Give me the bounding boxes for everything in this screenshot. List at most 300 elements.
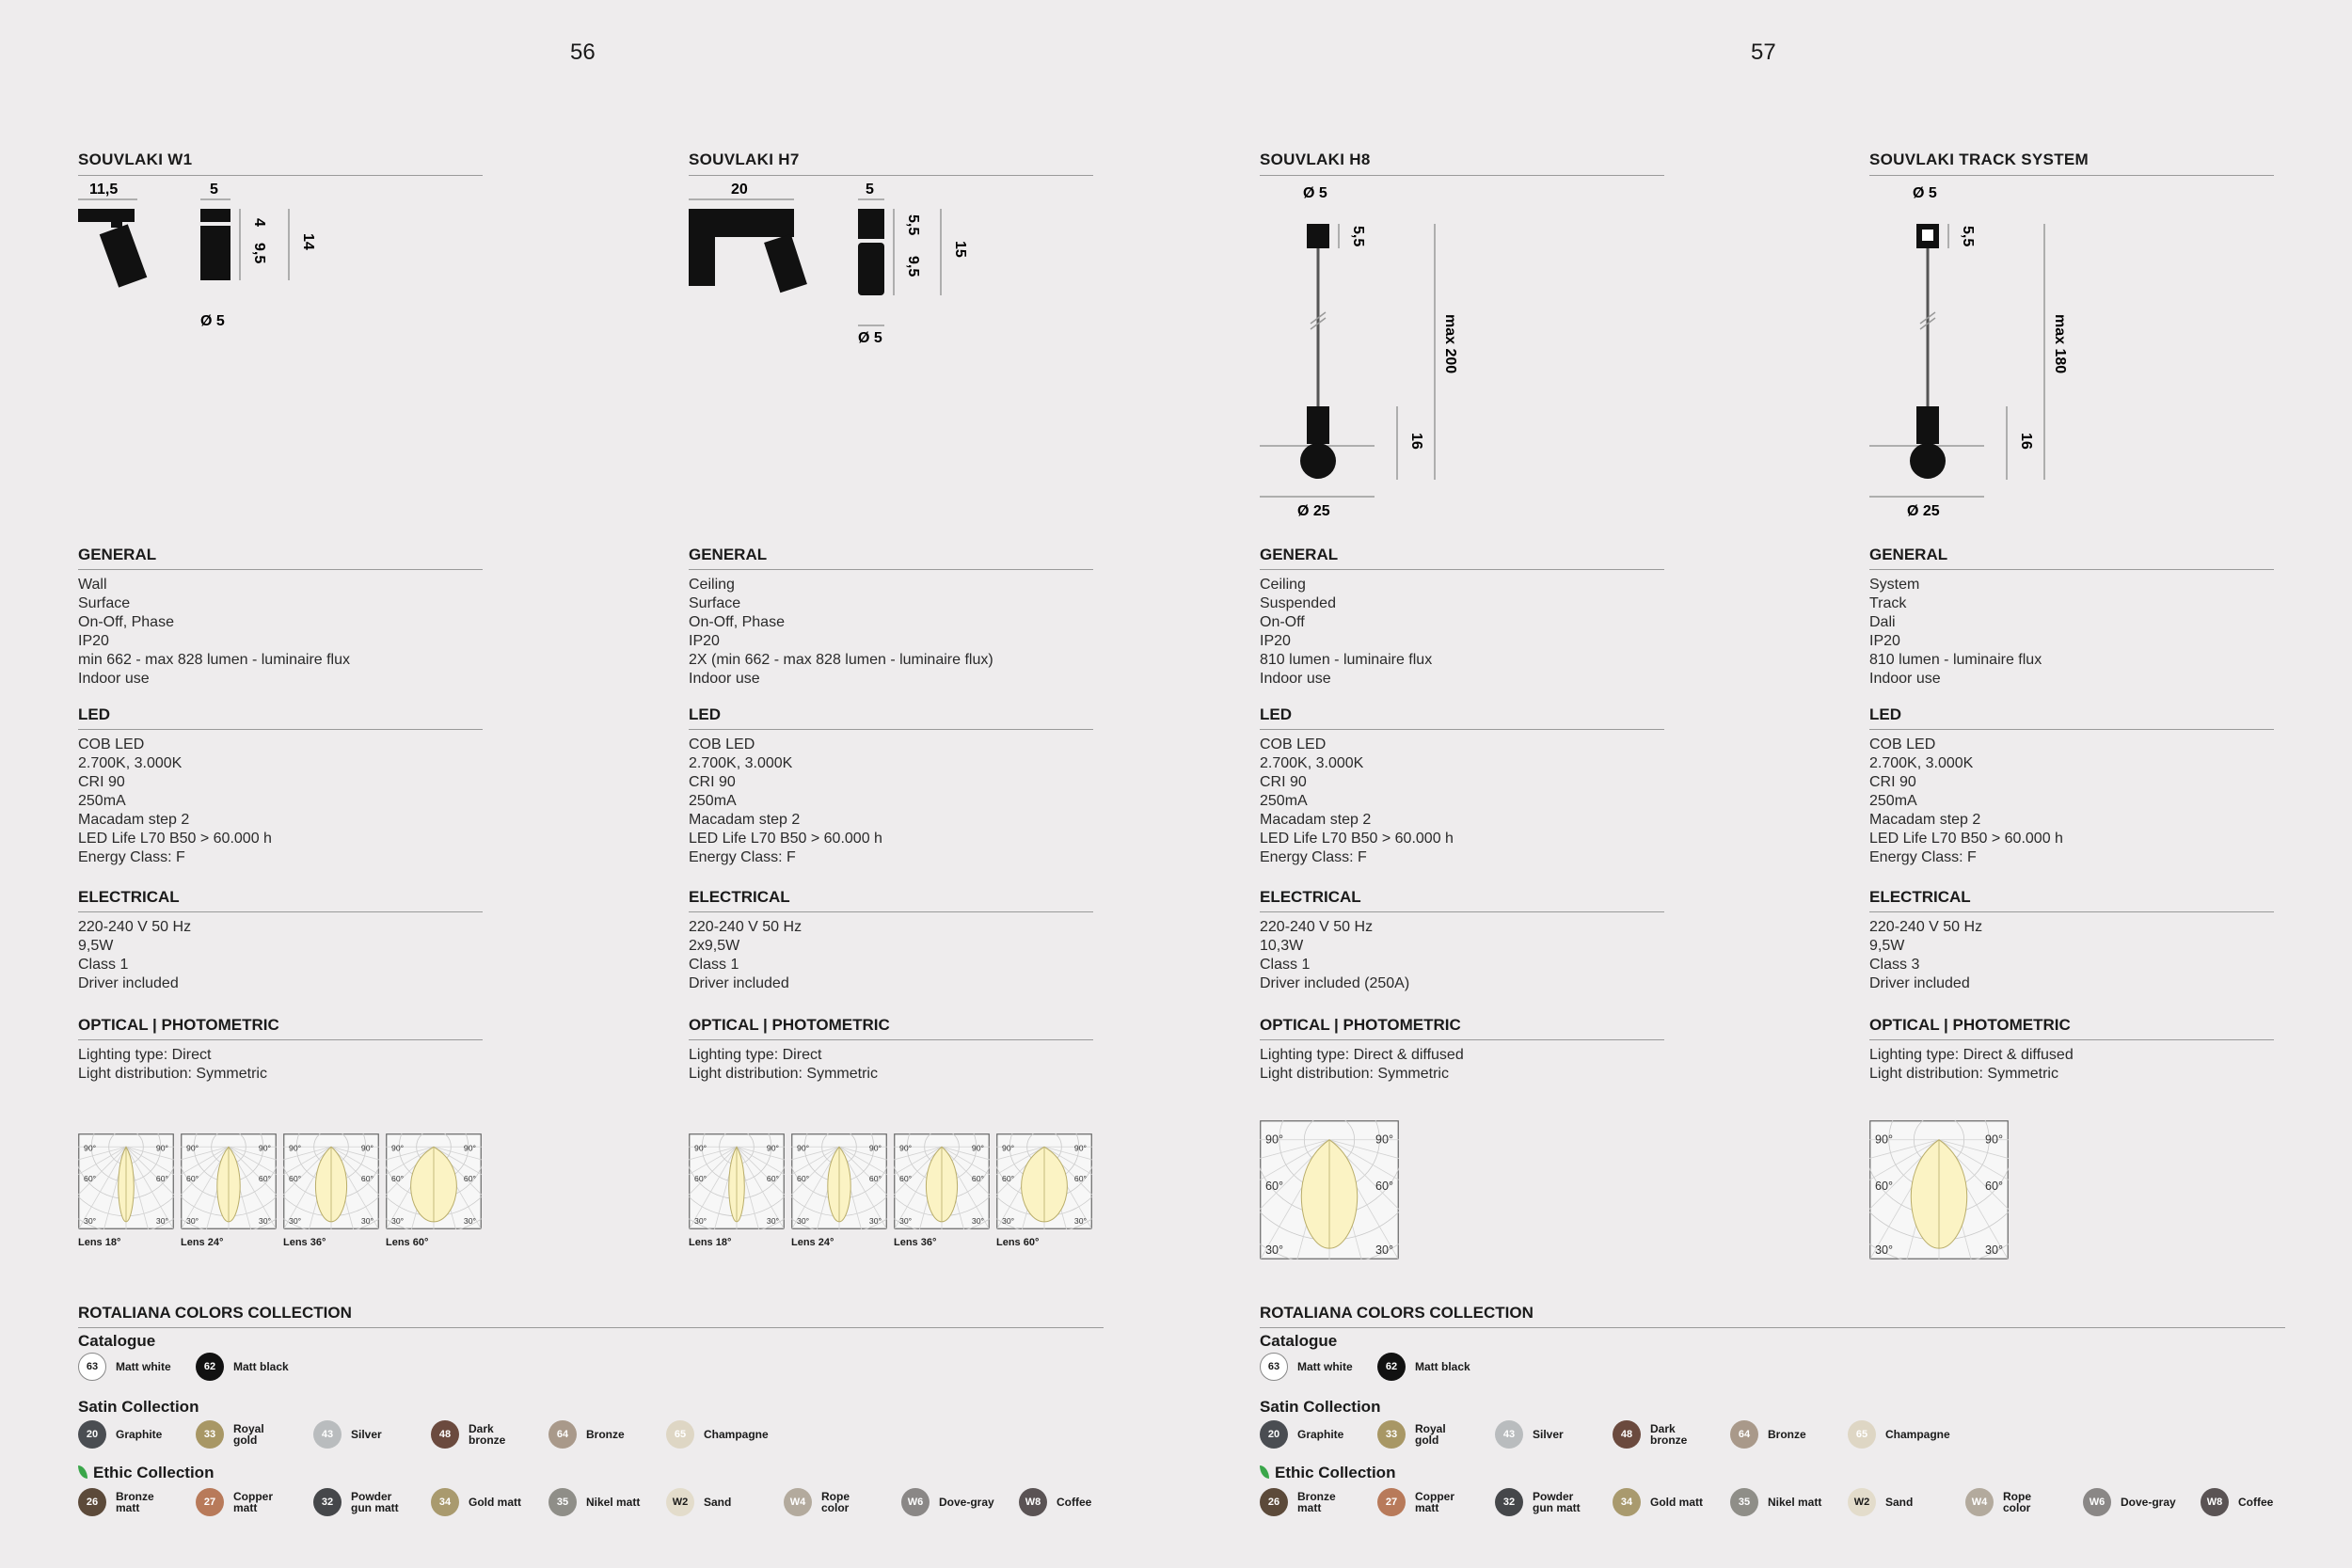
spec-line: 250mA <box>689 793 737 809</box>
spec-line: Ceiling <box>1260 577 1306 593</box>
polar-diagram <box>791 1133 887 1229</box>
electrical-heading: ELECTRICAL <box>1260 888 1664 912</box>
lens-label: Lens 60° <box>386 1237 429 1248</box>
angle-label: 60° <box>360 1174 373 1183</box>
spec-line: Macadam step 2 <box>78 812 190 828</box>
ethic-title <box>78 1464 214 1482</box>
colors-title: ROTALIANA COLORS COLLECTION <box>78 1304 1104 1328</box>
lens-label: Lens 24° <box>181 1237 224 1248</box>
swatch-label: Matt white <box>1297 1360 1353 1373</box>
swatch-label: Silver <box>1533 1428 1564 1441</box>
spec-line: Driver included (250A) <box>1260 975 1410 991</box>
swatch-label: Royal gold <box>1415 1422 1446 1447</box>
angle-label: 60° <box>1875 1180 1894 1193</box>
spec-line: COB LED <box>1869 736 1936 752</box>
spec-line: Indoor use <box>1869 671 1941 687</box>
general-heading: GENERAL <box>78 546 483 570</box>
color-swatch <box>1377 1420 1471 1449</box>
track-technical-drawing <box>1869 181 2152 519</box>
swatch-label: Bronze matt <box>116 1490 154 1514</box>
spec-line: COB LED <box>78 736 145 752</box>
h7-dim-diameter: Ø 5 <box>858 330 882 346</box>
product-title: SOUVLAKI H7 <box>689 150 1093 176</box>
color-swatch <box>196 1420 290 1449</box>
swatch-label: Dove-gray <box>2121 1496 2176 1509</box>
electrical-section <box>689 888 1093 993</box>
h8-dim-head: 5,5 <box>1350 226 1366 247</box>
spec-line: CRI 90 <box>1260 774 1307 790</box>
spec-line: Light distribution: Symmetric <box>1869 1066 2058 1082</box>
angle-label: 60° <box>694 1174 707 1183</box>
spec-line: Macadam step 2 <box>689 812 801 828</box>
spec-line: 250mA <box>1260 793 1308 809</box>
angle-label: 90° <box>694 1143 707 1153</box>
angle-label: 30° <box>868 1216 882 1226</box>
track-dim-top-diameter: Ø 5 <box>1913 185 1937 201</box>
optical-heading: OPTICAL | PHOTOMETRIC <box>1260 1016 1664 1040</box>
color-swatch <box>666 1488 731 1516</box>
polar-diagram <box>894 1133 990 1229</box>
angle-label: 60° <box>868 1174 882 1183</box>
angle-label: 60° <box>391 1174 405 1183</box>
spec-line: Indoor use <box>78 671 150 687</box>
electrical-heading: ELECTRICAL <box>1869 888 2274 912</box>
color-swatch <box>1495 1420 1564 1449</box>
spec-line: Ceiling <box>689 577 735 593</box>
track-dim-diameter: Ø 25 <box>1907 503 1940 519</box>
general-section <box>1260 546 1664 689</box>
angle-label: 60° <box>186 1174 199 1183</box>
spec-line: Indoor use <box>1260 671 1331 687</box>
color-swatch <box>1260 1353 1353 1381</box>
page-number-right: 57 <box>1751 40 1776 65</box>
w1-dim-width: 11,5 <box>89 182 119 198</box>
angle-label: 90° <box>1375 1132 1393 1147</box>
angle-label: 30° <box>1073 1216 1087 1226</box>
angle-label: 30° <box>1984 1243 2003 1257</box>
swatch-label: Bronze matt <box>1297 1490 1336 1514</box>
spec-line: IP20 <box>689 633 720 649</box>
product-track-system <box>1869 150 2274 1270</box>
satin-title: Satin Collection <box>1260 1398 1381 1416</box>
h8-dim-diameter: Ø 25 <box>1297 503 1330 519</box>
optical-section <box>1260 1016 1664 1084</box>
spec-line: Lighting type: Direct <box>689 1047 822 1063</box>
spec-line: Class 3 <box>1869 957 1920 973</box>
spec-line: Driver included <box>689 975 789 991</box>
angle-label: 30° <box>766 1216 779 1226</box>
spec-line: 2.700K, 3.000K <box>78 755 183 771</box>
color-swatch <box>313 1420 382 1449</box>
angle-label: 60° <box>463 1174 476 1183</box>
spec-line: Macadam step 2 <box>1869 812 1981 828</box>
spec-line: On-Off, Phase <box>689 614 785 630</box>
h7-dim-width: 20 <box>731 182 748 198</box>
swatch-dot: W8 <box>2201 1488 2229 1516</box>
swatch-label: Rope color <box>2003 1490 2031 1514</box>
color-swatch <box>78 1353 171 1381</box>
w1-dim-body: 9,5 <box>251 243 267 264</box>
swatch-label: Coffee <box>2238 1496 2274 1509</box>
spec-line: Macadam step 2 <box>1260 812 1372 828</box>
colors-collection-left <box>78 1304 1104 1539</box>
w1-dim-depth: 5 <box>210 182 218 198</box>
h7-technical-drawing <box>689 181 990 359</box>
swatch-label: Sand <box>704 1496 732 1509</box>
h8-dim-shade: 16 <box>1408 433 1424 450</box>
angle-label: 90° <box>84 1143 97 1153</box>
color-swatch <box>1848 1488 1913 1516</box>
angle-label: 60° <box>155 1174 168 1183</box>
swatch-label: Champagne <box>704 1428 769 1441</box>
spec-line: Energy Class: F <box>689 849 796 865</box>
color-swatch <box>1965 1488 2059 1516</box>
color-swatch <box>1730 1420 1806 1449</box>
swatch-label: Bronze <box>586 1428 625 1441</box>
spec-line: Energy Class: F <box>1260 849 1367 865</box>
color-swatch <box>2201 1488 2273 1516</box>
color-swatch <box>1495 1488 1589 1516</box>
swatch-label: Sand <box>1885 1496 1914 1509</box>
angle-label: 90° <box>766 1143 779 1153</box>
swatch-label: Matt black <box>1415 1360 1470 1373</box>
led-heading: LED <box>1869 705 2274 730</box>
color-swatch <box>1377 1488 1471 1516</box>
spec-line: Class 1 <box>78 957 129 973</box>
photometric-lens-18 <box>78 1133 174 1248</box>
angle-label: 30° <box>1375 1243 1393 1257</box>
electrical-section <box>78 888 483 993</box>
page-number-left: 56 <box>570 40 596 65</box>
h7-dim-depth: 5 <box>866 182 874 198</box>
angle-label: 90° <box>868 1143 882 1153</box>
spec-line: 2x9,5W <box>689 938 740 954</box>
spec-line: 250mA <box>1869 793 1917 809</box>
lens-label: Lens 36° <box>283 1237 326 1248</box>
leaf-icon <box>1260 1465 1269 1479</box>
polar-diagram <box>996 1133 1092 1229</box>
photometric-lens-60 <box>386 1133 482 1248</box>
swatch-label: Silver <box>351 1428 382 1441</box>
color-swatch <box>1260 1488 1354 1516</box>
angle-label: 30° <box>694 1216 707 1226</box>
spec-line: 2X (min 662 - max 828 lumen - luminaire flux) <box>689 652 993 668</box>
swatch-dot: 65 <box>1848 1420 1876 1449</box>
optical-section <box>689 1016 1093 1084</box>
w1-dim-diameter: Ø 5 <box>200 313 225 329</box>
w1-technical-drawing <box>78 181 360 341</box>
angle-label: 60° <box>1375 1180 1393 1193</box>
angle-label: 30° <box>1875 1243 1894 1257</box>
spec-line: 220-240 V 50 Hz <box>78 919 192 935</box>
swatch-dot: 35 <box>1730 1488 1758 1516</box>
swatch-label: Gold matt <box>1650 1496 1703 1509</box>
swatch-dot: W4 <box>784 1488 812 1516</box>
angle-label: 60° <box>258 1174 271 1183</box>
h7-dim-height: 15 <box>952 241 968 258</box>
photometric-diagram <box>1260 1120 1399 1264</box>
swatch-dot: 34 <box>431 1488 459 1516</box>
angle-label: 60° <box>1265 1180 1284 1193</box>
spec-line: Wall <box>78 577 107 593</box>
swatch-dot: 27 <box>196 1488 224 1516</box>
photometric-lens-18 <box>689 1133 785 1248</box>
swatch-dot: 33 <box>196 1420 224 1449</box>
spec-line: IP20 <box>1260 633 1291 649</box>
spec-line: System <box>1869 577 1920 593</box>
spec-line: 810 lumen - luminaire flux <box>1260 652 1433 668</box>
spec-line: 2.700K, 3.000K <box>1869 755 1974 771</box>
spec-line: Energy Class: F <box>78 849 185 865</box>
polar-diagram <box>1869 1120 2009 1259</box>
spec-line: 2.700K, 3.000K <box>689 755 793 771</box>
swatch-dot: W8 <box>1019 1488 1047 1516</box>
swatch-dot: W2 <box>666 1488 694 1516</box>
general-heading: GENERAL <box>1869 546 2274 570</box>
led-section <box>1260 705 1664 867</box>
angle-label: 30° <box>1265 1243 1284 1257</box>
color-swatch <box>1613 1420 1707 1449</box>
swatch-dot: 32 <box>1495 1488 1523 1516</box>
swatch-label: Royal gold <box>233 1422 264 1447</box>
spec-line: LED Life L70 B50 > 60.000 h <box>1260 831 1454 847</box>
color-swatch <box>2083 1488 2176 1516</box>
leaf-icon <box>78 1465 87 1479</box>
spec-line: Surface <box>78 595 131 611</box>
h8-dim-top-diameter: Ø 5 <box>1303 185 1327 201</box>
angle-label: 60° <box>84 1174 97 1183</box>
w1-dim-top: 4 <box>251 218 267 227</box>
spec-line: Class 1 <box>1260 957 1311 973</box>
ethic-title <box>1260 1464 1395 1482</box>
angle-label: 30° <box>186 1216 199 1226</box>
spec-line: Indoor use <box>689 671 760 687</box>
spec-line: 220-240 V 50 Hz <box>1260 919 1374 935</box>
photometric-lens-24 <box>791 1133 887 1248</box>
optical-heading: OPTICAL | PHOTOMETRIC <box>689 1016 1093 1040</box>
angle-label: 90° <box>391 1143 405 1153</box>
general-heading: GENERAL <box>689 546 1093 570</box>
angle-label: 30° <box>971 1216 984 1226</box>
spec-line: LED Life L70 B50 > 60.000 h <box>689 831 882 847</box>
angle-label: 90° <box>360 1143 373 1153</box>
angle-label: 30° <box>84 1216 97 1226</box>
angle-label: 90° <box>1265 1132 1284 1147</box>
angle-label: 30° <box>289 1216 302 1226</box>
spec-line: min 662 - max 828 lumen - luminaire flux <box>78 652 351 668</box>
swatch-dot: 62 <box>1377 1353 1406 1381</box>
spec-line: CRI 90 <box>78 774 125 790</box>
swatch-dot: 48 <box>431 1420 459 1449</box>
polar-diagram <box>181 1133 277 1229</box>
spec-line: LED Life L70 B50 > 60.000 h <box>78 831 272 847</box>
polar-diagram <box>689 1133 785 1229</box>
angle-label: 90° <box>289 1143 302 1153</box>
swatch-dot: W4 <box>1965 1488 1994 1516</box>
spec-line: Dali <box>1869 614 1896 630</box>
spec-line: 810 lumen - luminaire flux <box>1869 652 2042 668</box>
general-section <box>1869 546 2274 689</box>
spec-line: On-Off, Phase <box>78 614 174 630</box>
color-swatch <box>901 1488 994 1516</box>
spec-line: CRI 90 <box>1869 774 1916 790</box>
catalogue-title: Catalogue <box>1260 1332 1338 1350</box>
swatch-dot: W6 <box>2083 1488 2111 1516</box>
swatch-dot: 64 <box>548 1420 577 1449</box>
spec-line: 220-240 V 50 Hz <box>689 919 803 935</box>
photometric-lens-24 <box>181 1133 277 1248</box>
spec-line: COB LED <box>1260 736 1327 752</box>
swatch-dot: 63 <box>78 1353 106 1381</box>
photometric-lens-60 <box>996 1133 1092 1248</box>
swatch-label: Matt white <box>116 1360 171 1373</box>
photometric-lens-36 <box>283 1133 379 1248</box>
angle-label: 90° <box>1002 1143 1015 1153</box>
photometric-lens-36 <box>894 1133 990 1248</box>
track-dim-shade: 16 <box>2018 433 2034 450</box>
color-swatch <box>313 1488 407 1516</box>
product-title: SOUVLAKI W1 <box>78 150 483 176</box>
spec-line: 9,5W <box>1869 938 1905 954</box>
swatch-dot: 26 <box>1260 1488 1288 1516</box>
spec-line: IP20 <box>1869 633 1900 649</box>
swatch-dot: 63 <box>1260 1353 1288 1381</box>
swatch-dot: W2 <box>1848 1488 1876 1516</box>
color-swatch <box>1613 1488 1703 1516</box>
catalogue-title: Catalogue <box>78 1332 156 1350</box>
spec-line: 2.700K, 3.000K <box>1260 755 1364 771</box>
swatch-label: Nikel matt <box>586 1496 641 1509</box>
electrical-section <box>1260 888 1664 993</box>
angle-label: 30° <box>391 1216 405 1226</box>
color-swatch <box>431 1420 525 1449</box>
angle-label: 60° <box>797 1174 810 1183</box>
spec-line: CRI 90 <box>689 774 736 790</box>
angle-label: 90° <box>1875 1132 1894 1147</box>
electrical-heading: ELECTRICAL <box>78 888 483 912</box>
swatch-label: Champagne <box>1885 1428 1950 1441</box>
polar-diagram <box>283 1133 379 1229</box>
lens-label: Lens 18° <box>689 1237 732 1248</box>
swatch-dot: 43 <box>1495 1420 1523 1449</box>
angle-label: 30° <box>155 1216 168 1226</box>
swatch-label: Dark bronze <box>469 1422 506 1447</box>
color-swatch <box>78 1420 162 1449</box>
angle-label: 30° <box>1002 1216 1015 1226</box>
color-swatch <box>78 1488 172 1516</box>
swatch-label: Powder gun matt <box>351 1490 399 1514</box>
polar-diagram <box>78 1133 174 1229</box>
spec-line: Class 1 <box>689 957 739 973</box>
spec-line: Energy Class: F <box>1869 849 1977 865</box>
angle-label: 90° <box>463 1143 476 1153</box>
color-swatch <box>548 1420 625 1449</box>
angle-label: 90° <box>797 1143 810 1153</box>
swatch-label: Matt black <box>233 1360 289 1373</box>
led-heading: LED <box>78 705 483 730</box>
swatch-dot: W6 <box>901 1488 930 1516</box>
angle-label: 60° <box>1002 1174 1015 1183</box>
product-title: SOUVLAKI TRACK SYSTEM <box>1869 150 2274 176</box>
swatch-dot: 65 <box>666 1420 694 1449</box>
general-section <box>78 546 483 689</box>
swatch-label: Copper matt <box>233 1490 273 1514</box>
swatch-dot: 62 <box>196 1353 224 1381</box>
spec-line: Suspended <box>1260 595 1336 611</box>
angle-label: 60° <box>1073 1174 1087 1183</box>
spec-line: LED Life L70 B50 > 60.000 h <box>1869 831 2063 847</box>
spec-line: Lighting type: Direct & diffused <box>1869 1047 2074 1063</box>
angle-label: 30° <box>899 1216 913 1226</box>
product-h8 <box>1260 150 1664 1270</box>
angle-label: 30° <box>463 1216 476 1226</box>
angle-label: 60° <box>766 1174 779 1183</box>
angle-label: 90° <box>258 1143 271 1153</box>
spec-line: Light distribution: Symmetric <box>1260 1066 1449 1082</box>
swatch-label: Gold matt <box>469 1496 521 1509</box>
product-title: SOUVLAKI H8 <box>1260 150 1664 176</box>
swatch-label: Rope color <box>821 1490 850 1514</box>
swatch-dot: 35 <box>548 1488 577 1516</box>
spec-line: Surface <box>689 595 741 611</box>
color-swatch <box>1260 1420 1343 1449</box>
swatch-label: Nikel matt <box>1768 1496 1822 1509</box>
angle-label: 60° <box>899 1174 913 1183</box>
h7-dim-top: 5,5 <box>905 214 921 236</box>
ethic-title-label: Ethic Collection <box>93 1464 215 1481</box>
angle-label: 90° <box>186 1143 199 1153</box>
swatch-label: Copper matt <box>1415 1490 1454 1514</box>
h8-dim-max-height: max 200 <box>1442 314 1458 374</box>
led-section <box>78 705 483 867</box>
angle-label: 60° <box>1984 1180 2003 1193</box>
color-swatch <box>431 1488 521 1516</box>
color-swatch <box>196 1488 290 1516</box>
color-swatch <box>784 1488 878 1516</box>
angle-label: 60° <box>289 1174 302 1183</box>
electrical-section <box>1869 888 2274 993</box>
swatch-label: Dark bronze <box>1650 1422 1688 1447</box>
swatch-dot: 33 <box>1377 1420 1406 1449</box>
h8-technical-drawing <box>1260 181 1542 519</box>
color-swatch <box>666 1420 769 1449</box>
spec-line: On-Off <box>1260 614 1305 630</box>
h7-dim-body: 9,5 <box>905 256 921 277</box>
swatch-label: Dove-gray <box>939 1496 994 1509</box>
spec-line: Driver included <box>1869 975 1970 991</box>
spec-line: 220-240 V 50 Hz <box>1869 919 1983 935</box>
spec-line: COB LED <box>689 736 755 752</box>
spec-line: Lighting type: Direct <box>78 1047 212 1063</box>
color-swatch <box>1377 1353 1470 1381</box>
swatch-label: Powder gun matt <box>1533 1490 1581 1514</box>
angle-label: 60° <box>971 1174 984 1183</box>
lens-label: Lens 18° <box>78 1237 121 1248</box>
w1-dim-height: 14 <box>300 233 316 250</box>
polar-diagram <box>1260 1120 1399 1259</box>
spec-line: Driver included <box>78 975 179 991</box>
optical-section <box>1869 1016 2274 1084</box>
color-swatch <box>548 1488 640 1516</box>
led-section <box>1869 705 2274 867</box>
spec-line: Light distribution: Symmetric <box>78 1066 267 1082</box>
colors-collection-right <box>1260 1304 2285 1539</box>
track-dim-head: 5,5 <box>1960 226 1976 247</box>
lens-label: Lens 24° <box>791 1237 834 1248</box>
angle-label: 90° <box>155 1143 168 1153</box>
swatch-label: Coffee <box>1057 1496 1092 1509</box>
swatch-label: Graphite <box>1297 1428 1344 1441</box>
